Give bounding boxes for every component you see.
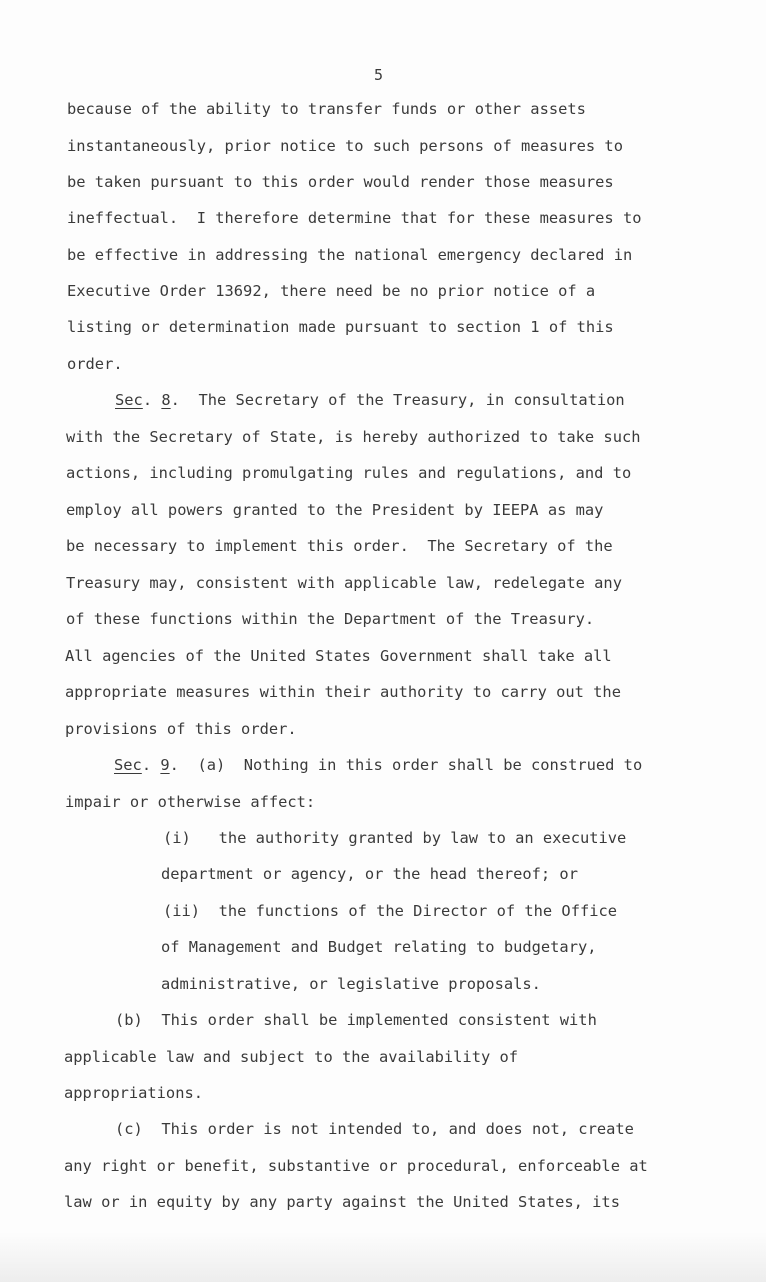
list-item: department or agency, or the head thereof; or (161, 865, 578, 883)
list-item: of Management and Budget relating to budgetary, (161, 938, 597, 956)
text-fragment: (a) Nothing in this order shall be construed to (197, 756, 643, 774)
list-item: (i) the authority granted by law to an executive (163, 829, 627, 847)
section-9-heading: Sec. 9. (a) Nothing in this order shall be construed to (114, 756, 643, 774)
text-line: (c) This order is not intended to, and does not, create (115, 1120, 634, 1138)
text-line: (b) This order shall be implemented consistent with (115, 1011, 597, 1029)
text-line: employ all powers granted to the President by IEEPA as may (66, 501, 604, 519)
text-line: impair or otherwise affect: (65, 793, 316, 811)
list-item: administrative, or legislative proposals. (161, 975, 541, 993)
list-item: (ii) the functions of the Director of the Office (163, 902, 618, 920)
text-line: appropriate measures within their authority to carry out the (65, 683, 621, 701)
text-line: instantaneously, prior notice to such persons of measures to (67, 137, 623, 155)
text-line: ineffectual. I therefore determine that for these measures to (67, 209, 642, 227)
text-line: actions, including promulgating rules and regulations, and to (66, 464, 632, 482)
text-line: law or in equity by any party against the United States, its (64, 1193, 620, 1211)
scan-shadow (0, 1232, 766, 1282)
text-line: order. (67, 355, 123, 373)
text-line: applicable law and subject to the availability of (64, 1048, 519, 1066)
text-line: be necessary to implement this order. The Secretary of the (66, 537, 613, 555)
text-line: of these functions within the Department of the Treasury. (66, 610, 595, 628)
section-label: Sec (115, 391, 143, 409)
text-line: be effective in addressing the national emergency declared in (67, 246, 633, 264)
section-label: Sec (114, 756, 142, 774)
text-line: provisions of this order. (65, 720, 297, 738)
text-line: listing or determination made pursuant to section 1 of this (67, 318, 614, 336)
text-line: Treasury may, consistent with applicable law, redelegate any (66, 574, 622, 592)
section-number: 8 (161, 391, 171, 409)
text-line: appropriations. (64, 1084, 203, 1102)
text-line: because of the ability to transfer funds or other assets (67, 100, 586, 118)
text-line: Executive Order 13692, there need be no prior notice of a (67, 282, 596, 300)
text-line: with the Secretary of State, is hereby authorized to take such (66, 428, 641, 446)
text-line: be taken pursuant to this order would render those measures (67, 173, 614, 191)
page-number: 5 (374, 66, 384, 84)
text-line: All agencies of the United States Government shall take all (65, 647, 612, 665)
text-fragment: The Secretary of the Treasury, in consultation (198, 391, 625, 409)
section-number: 9 (160, 756, 170, 774)
text-line: any right or benefit, substantive or procedural, enforceable at (64, 1157, 648, 1175)
section-8-heading: Sec. 8. The Secretary of the Treasury, in consultation (115, 391, 625, 409)
